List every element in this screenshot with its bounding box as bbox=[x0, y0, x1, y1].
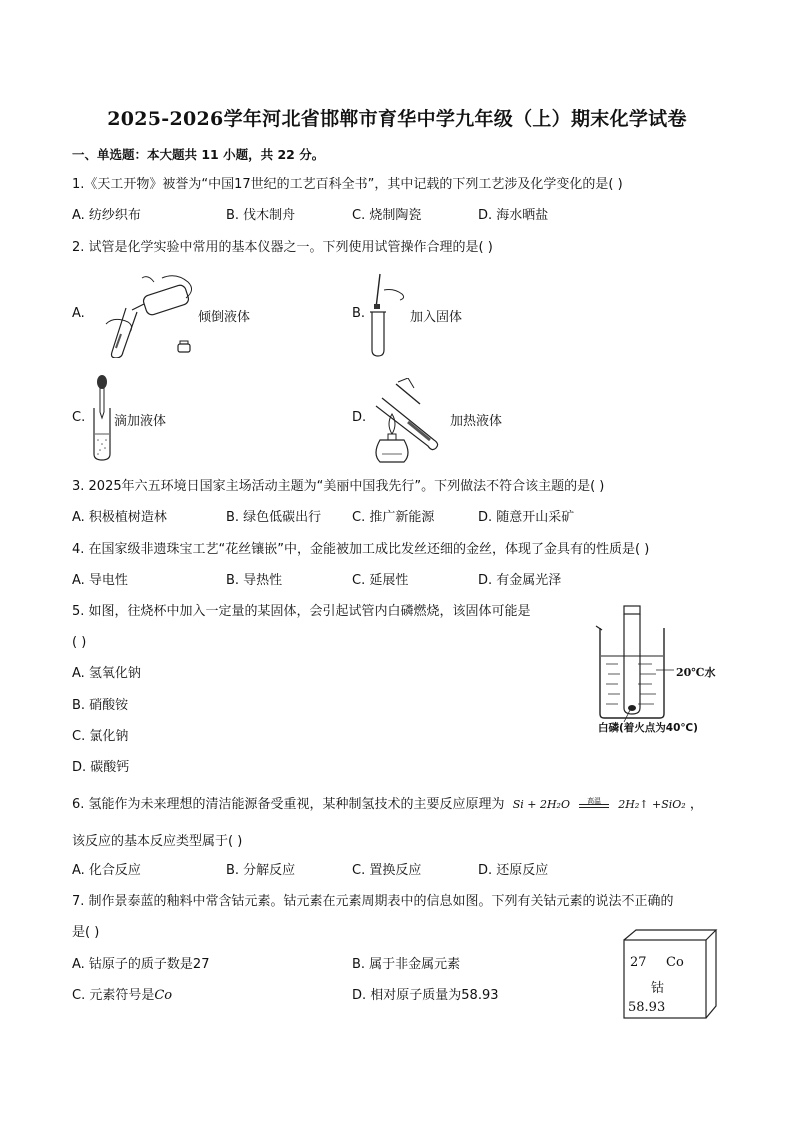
q6-eq-right: 2H₂↑ +SiO₂ bbox=[618, 798, 686, 811]
q7-option-b: B. 属于非金属元素 bbox=[352, 957, 461, 972]
q5-option-a: A. 氢氧化钠 bbox=[72, 666, 141, 681]
q7-option-c-symbol: Co bbox=[154, 988, 173, 1003]
q7-option-d: D. 相对原子质量为58.93 bbox=[352, 988, 499, 1003]
q2-option-a-letter: A. bbox=[72, 306, 85, 321]
q4-option-d: D. 有金属光泽 bbox=[478, 573, 562, 588]
q7-option-c-text: C. 元素符号是 bbox=[72, 988, 155, 1003]
q6-option-c: C. 置换反应 bbox=[352, 863, 422, 878]
q6-stem2: 该反应的基本反应类型属于( ) bbox=[72, 834, 243, 849]
q5-option-d: D. 碳酸钙 bbox=[72, 760, 130, 775]
cell-atomic-number: 27 bbox=[630, 955, 647, 970]
q6-stem bbox=[72, 796, 703, 814]
q2-option-b-letter: B. bbox=[352, 306, 366, 321]
q3-stem: 3. 2025年六五环境日国家主场活动主题为“美丽中国我先行”。下列做法不符合该主题的是( ) bbox=[72, 479, 605, 494]
q1-option-a: A. 纺纱织布 bbox=[72, 208, 141, 223]
q6-option-b: B. 分解反应 bbox=[226, 863, 296, 878]
q1-option-b: B. 伐木制舟 bbox=[226, 208, 296, 223]
q7-stem: 7. 制作景泰蓝的釉料中常含钴元素。钴元素在元素周期表中的信息如图。下列有关钴元素的说法不正确的 bbox=[72, 894, 674, 909]
q6-stem-post: ， bbox=[689, 797, 703, 812]
dropper-figure bbox=[90, 374, 116, 462]
add-solid-figure bbox=[366, 272, 411, 358]
q5-phosphorus-label: 白磷(着火点为40℃) bbox=[598, 722, 698, 734]
q2-option-d-letter: D. bbox=[352, 410, 367, 425]
q3-option-b: B. 绿色低碳出行 bbox=[226, 510, 322, 525]
q4-option-a: A. 导电性 bbox=[72, 573, 128, 588]
q5-stem: 5. 如图，往烧杯中加入一定量的某固体，会引起试管内白磷燃烧，该固体可能是 bbox=[72, 604, 531, 619]
q7-option-a: A. 钴原子的质子数是27 bbox=[72, 957, 210, 972]
q6-stem-pre: 6. 氢能作为未来理想的清洁能源备受重视，某种制氢技术的主要反应原理为 bbox=[72, 797, 505, 812]
q4-option-b: B. 导热性 bbox=[226, 573, 283, 588]
q2-option-c-label: 滴加液体 bbox=[114, 414, 167, 429]
q2-option-d-label: 加热液体 bbox=[450, 414, 503, 429]
cell-name: 钴 bbox=[651, 981, 665, 996]
q6-eq-line-1 bbox=[579, 804, 609, 805]
q1-option-d: D. 海水晒盐 bbox=[478, 208, 549, 223]
q5-option-b: B. 硝酸铵 bbox=[72, 698, 129, 713]
cell-atomic-mass: 58.93 bbox=[628, 1000, 666, 1015]
q2-option-a-label: 倾倒液体 bbox=[198, 310, 251, 325]
q3-option-d: D. 随意开山采矿 bbox=[478, 510, 575, 525]
q7-stem2: 是( ) bbox=[72, 925, 100, 940]
q1-option-c: C. 烧制陶瓷 bbox=[352, 208, 422, 223]
q5-option-c: C. 氯化钠 bbox=[72, 729, 129, 744]
q7-option-c bbox=[72, 987, 172, 1005]
q6-eq-line-2 bbox=[579, 807, 609, 808]
q6-option-d: D. 还原反应 bbox=[478, 863, 549, 878]
q6-eq-condition: 高温 bbox=[587, 797, 602, 805]
q1-stem: 1.《天工开物》被誉为“中国17世纪的工艺百科全书”，其中记载的下列工艺涉及化学变化的是( ) bbox=[72, 177, 623, 192]
q3-option-a: A. 积极植树造林 bbox=[72, 510, 167, 525]
q3-option-c: C. 推广新能源 bbox=[352, 510, 435, 525]
q6-option-a: A. 化合反应 bbox=[72, 863, 141, 878]
beaker-figure bbox=[594, 604, 674, 722]
heat-liquid-figure bbox=[368, 378, 448, 464]
q4-option-c: C. 延展性 bbox=[352, 573, 409, 588]
exam-title: 2025-2026学年河北省邯郸市育华中学九年级（上）期末化学试卷 bbox=[107, 108, 687, 130]
q4-stem: 4. 在国家级非遗珠宝工艺“花丝镶嵌”中，金能被加工成比发丝还细的金丝，体现了金具有的性质是( ) bbox=[72, 542, 650, 557]
q5-water-label: 20℃水 bbox=[676, 666, 716, 679]
q6-eq-arrow bbox=[577, 796, 611, 814]
q5-paren: ( ) bbox=[72, 635, 87, 650]
pour-liquid-figure bbox=[92, 268, 207, 358]
q2-option-b-label: 加入固体 bbox=[410, 310, 463, 325]
q6-eq-left: Si + 2H₂O bbox=[512, 798, 570, 811]
cell-symbol: Co bbox=[666, 955, 684, 970]
q2-stem: 2. 试管是化学实验中常用的基本仪器之一。下列使用试管操作合理的是( ) bbox=[72, 240, 493, 255]
q2-option-c-letter: C. bbox=[72, 410, 86, 425]
section-heading: 一、单选题：本大题共 11 小题，共 22 分。 bbox=[72, 147, 325, 162]
